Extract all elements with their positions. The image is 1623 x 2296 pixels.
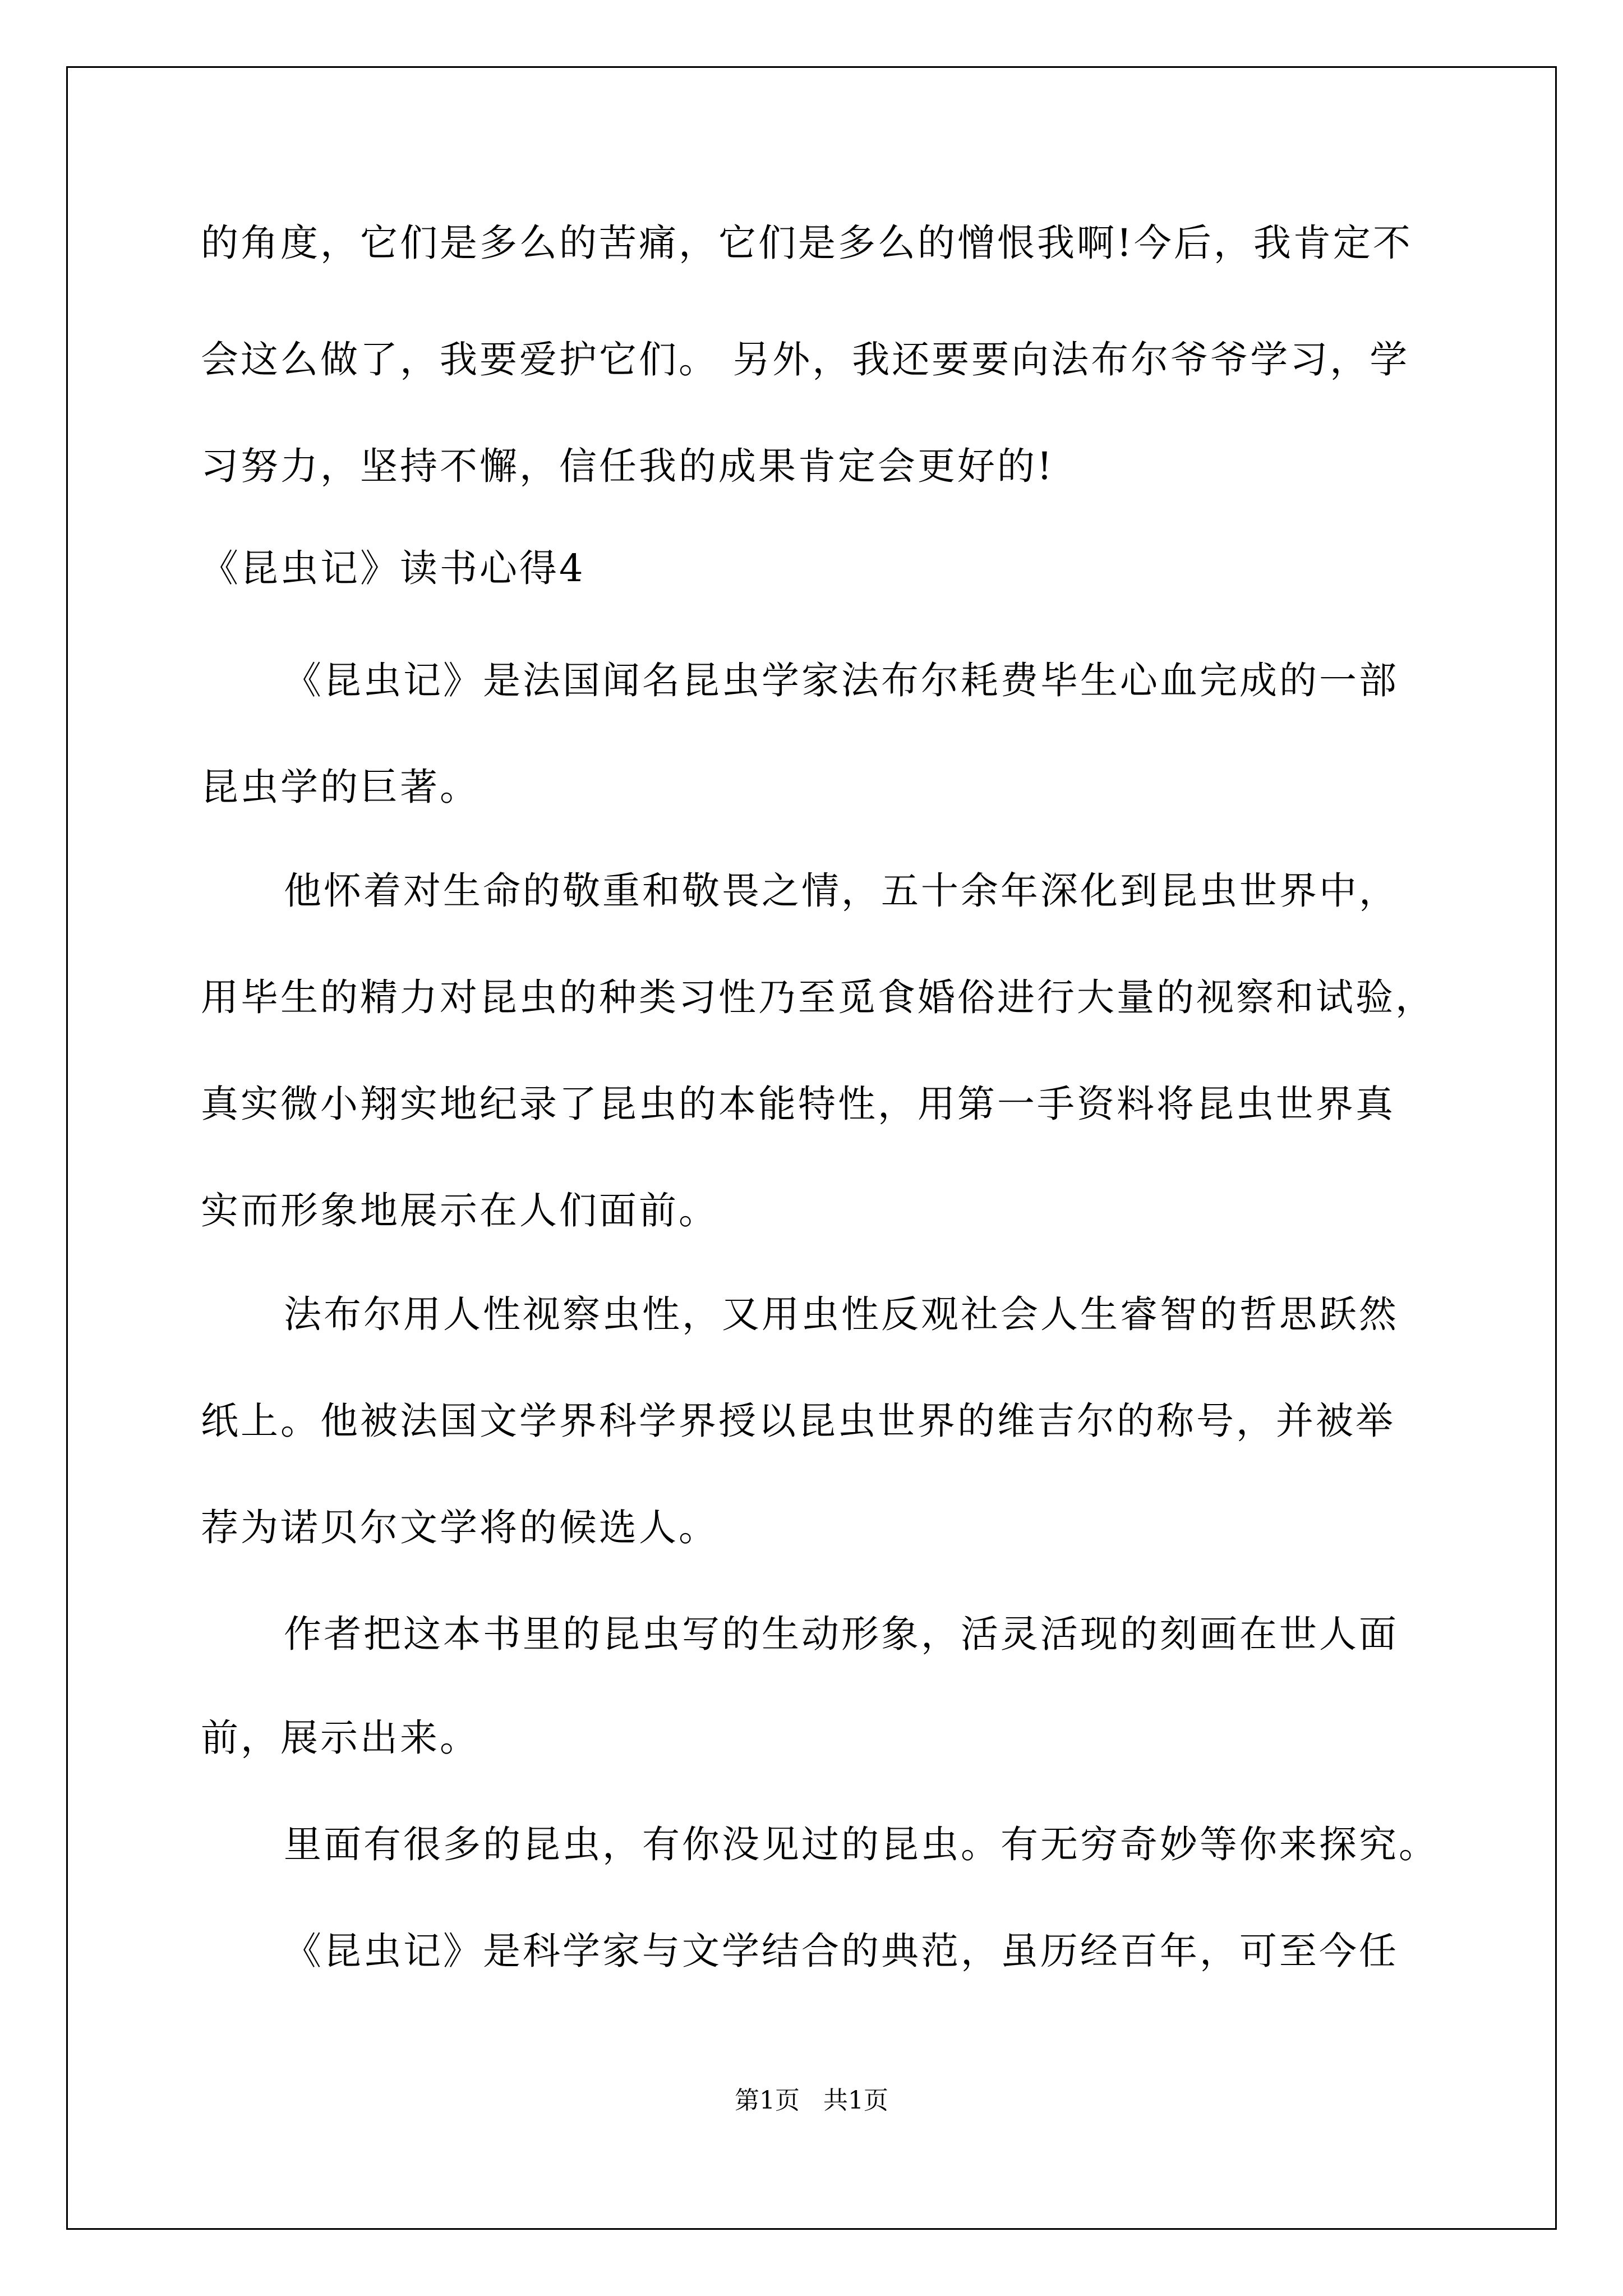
page-footer: 第1页 共1页 — [735, 2086, 888, 2115]
text-line: 荐为诺贝尔文学将的候选人。 — [201, 1506, 718, 1549]
section-heading: 《昆虫记》读书心得4 — [201, 546, 585, 590]
text-line: 里面有很多的昆虫，有你没见过的昆虫。有无穷奇妙等你来探究。 — [284, 1823, 1438, 1866]
text-line: 实而形象地展示在人们面前。 — [201, 1189, 718, 1232]
text-line: 法布尔用人性视察虫性，又用虫性反观社会人生睿智的哲思跃然 — [284, 1292, 1399, 1336]
text-line: 昆虫学的巨著。 — [201, 765, 479, 809]
text-line: 作者把这本书里的昆虫写的生动形象，活灵活现的刻画在世人面 — [284, 1612, 1399, 1656]
text-line: 前，展示出来。 — [201, 1716, 479, 1760]
text-line: 习努力，坚持不懈，信任我的成果肯定会更好的! — [201, 444, 1054, 488]
text-line: 真实微小翔实地纪录了昆虫的本能特性，用第一手资料将昆虫世界真 — [201, 1082, 1395, 1126]
text-line: 《昆虫记》是法国闻名昆虫学家法布尔耗费毕生心血完成的一部 — [284, 659, 1399, 702]
text-line: 《昆虫记》是科学家与文学结合的典范，虽历经百年，可至今任 — [284, 1929, 1399, 1973]
text-line: 纸上。他被法国文学界科学界授以昆虫世界的维吉尔的称号，并被举 — [201, 1399, 1395, 1443]
text-line: 会这么做了，我要爱护它们。 另外，我还要要向法布尔爷爷学习，学 — [201, 338, 1410, 381]
text-line: 他怀着对生命的敬重和敬畏之情，五十余年深化到昆虫世界中， — [284, 869, 1399, 913]
text-line: 的角度，它们是多么的苦痛，它们是多么的憎恨我啊!今后，我肯定不 — [201, 221, 1413, 265]
page-border — [66, 66, 1557, 2230]
text-line: 用毕生的精力对昆虫的种类习性乃至觅食婚俗进行大量的视察和试验， — [201, 976, 1435, 1019]
